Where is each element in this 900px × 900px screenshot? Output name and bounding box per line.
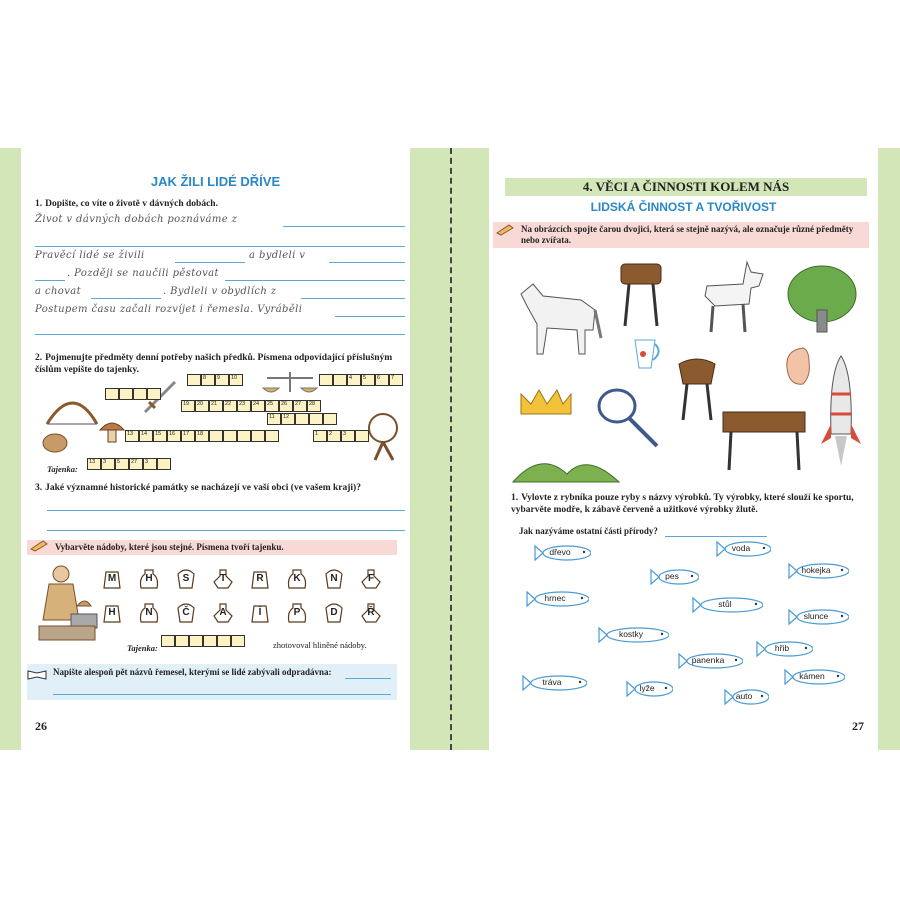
q1-line-text: a bydleli v: [249, 250, 306, 261]
letter-cell[interactable]: 10: [229, 374, 243, 386]
potter-illustration: [31, 560, 101, 644]
vase-letter: K: [293, 573, 301, 584]
horse-icon: [511, 272, 603, 358]
vase-letter: N: [330, 573, 338, 584]
vases-tajenka-label: Tajenka:: [127, 643, 158, 653]
q1-lines: [35, 214, 405, 336]
answer-line[interactable]: [335, 304, 405, 317]
vase-letter: A: [219, 607, 227, 618]
fish-q-text: Vylovte z rybníka pouze ryby s názvy výrobků. Ty výrobky, které slouží ke sportu, vybarvěte modře, k zábavě červeně a užitkové výrobky žlutě.: [511, 493, 854, 515]
fish[interactable]: [723, 688, 769, 706]
vase[interactable]: [101, 602, 123, 624]
letter-cell[interactable]: 5: [115, 458, 129, 470]
fish[interactable]: [525, 590, 589, 608]
word-cells-e: [125, 430, 279, 442]
letter-cell[interactable]: [189, 635, 203, 647]
pencil-icon: [29, 538, 49, 552]
pairs-task-text: Na obrázcích spojte čarou dvojici, která se stejně nazývá, ale označuje různé předměty nebo zvířata.: [521, 224, 854, 245]
answer-line[interactable]: [301, 286, 405, 299]
pot-icon: [41, 432, 69, 454]
word-cells-c: [319, 374, 403, 386]
vase-letter: Ř: [367, 607, 375, 618]
letter-cell[interactable]: [333, 374, 347, 386]
fish[interactable]: [677, 652, 743, 670]
fish-label: kámen: [799, 671, 825, 681]
q1-number: 1.: [35, 199, 43, 209]
chapter-title: 4. VĚCI A ČINNOSTI KOLEM NÁS: [505, 178, 867, 196]
letter-cell[interactable]: 6: [375, 374, 389, 386]
answer-line[interactable]: [47, 518, 405, 531]
vase[interactable]: [323, 602, 345, 624]
answer-line[interactable]: [283, 214, 405, 227]
letter-cell[interactable]: [237, 430, 251, 442]
fish-label: slunce: [803, 611, 829, 621]
letter-cell[interactable]: 25: [265, 400, 279, 412]
page-title: JAK ŽILI LIDÉ DŘÍVE: [150, 174, 281, 189]
vases-tajenka-suffix: zhotovoval hliněné nádoby.: [273, 640, 367, 650]
word-cells-d: [181, 400, 321, 412]
fish[interactable]: [521, 674, 587, 692]
vase[interactable]: [360, 602, 382, 624]
fish-sub-question: Jak nazýváme ostatní části přírody?: [519, 526, 658, 536]
pencil-icon: [495, 222, 515, 236]
q2-prompt: [35, 352, 405, 376]
letter-cell[interactable]: 5: [361, 374, 375, 386]
q3-number: 3.: [35, 483, 43, 493]
letter-cell[interactable]: [231, 635, 245, 647]
letter-cell[interactable]: 16: [167, 430, 181, 442]
q1-line-text: Život v dávných dobách poznáváme z: [35, 214, 238, 225]
fish-label: kostky: [618, 629, 644, 639]
fish-label: hřib: [774, 643, 790, 653]
mushroom-icon: [97, 416, 127, 446]
vase[interactable]: [138, 568, 160, 590]
answer-line[interactable]: [35, 268, 65, 281]
vase[interactable]: [175, 568, 197, 590]
fish-label: panenka: [691, 655, 725, 665]
tree-icon: [785, 264, 859, 334]
vase[interactable]: [212, 602, 234, 624]
fish-label: hrnec: [544, 593, 566, 603]
vases-grid: [101, 568, 401, 632]
fish-q-number: 1.: [511, 493, 519, 503]
vase[interactable]: [249, 602, 271, 624]
left-page: [21, 148, 410, 750]
letter-cell[interactable]: [203, 635, 217, 647]
vases-tajenka-cells: [161, 635, 245, 647]
tennis-racket-icon: [595, 386, 661, 450]
letter-cell[interactable]: 7: [389, 374, 403, 386]
q1-line-text: . Bydleli v obydlích z: [163, 286, 277, 297]
tajenka-label: Tajenka:: [47, 464, 78, 474]
fish[interactable]: [649, 568, 699, 586]
fish[interactable]: [533, 544, 591, 562]
vase[interactable]: [249, 568, 271, 590]
letter-cell[interactable]: 9: [215, 374, 229, 386]
word-cells-f: [267, 413, 337, 425]
bow-icon: [43, 388, 101, 428]
answer-line[interactable]: [47, 498, 405, 511]
letter-cell[interactable]: 21: [209, 400, 223, 412]
page-number-right: 27: [852, 719, 864, 733]
letter-cell[interactable]: [105, 388, 119, 400]
letter-cell[interactable]: 12: [281, 413, 295, 425]
fish[interactable]: [691, 596, 763, 614]
q1-line-text: Postupem času začali rozvíjet i řemesla. Vyráběli: [35, 304, 303, 315]
letter-cell[interactable]: [355, 430, 369, 442]
vase-letter: P: [293, 607, 301, 618]
fish-label: auto: [735, 691, 753, 701]
vase-letter: H: [108, 607, 116, 618]
vase[interactable]: [101, 568, 123, 590]
scales-icon: [261, 370, 319, 400]
letter-cell[interactable]: 11: [267, 413, 281, 425]
page-number-left: 26: [35, 719, 47, 733]
q1-text: Dopište, co víte o životě v dávných dobách.: [45, 199, 218, 209]
vase-letter: H: [145, 573, 153, 584]
vase-letter: D: [330, 607, 338, 618]
fish-q-prompt: [511, 492, 867, 516]
fish-label: hokejka: [801, 565, 831, 575]
gutter-divider: [450, 148, 452, 750]
crown-icon: [517, 386, 575, 420]
q3-text: Jaké významné historické památky se nacházejí ve vaší obci (ve vašem kraji)?: [45, 483, 361, 493]
fish-pond: [489, 536, 878, 716]
answer-line[interactable]: [329, 250, 405, 263]
fish-label: voda: [731, 543, 751, 553]
vase[interactable]: [138, 602, 160, 624]
letter-cell[interactable]: 8: [201, 374, 215, 386]
answer-line[interactable]: [225, 268, 405, 281]
letter-cell[interactable]: [133, 388, 147, 400]
letter-cell[interactable]: [323, 413, 337, 425]
rocket-icon: [819, 354, 863, 472]
answer-line[interactable]: [35, 322, 405, 335]
q2-number: 2.: [35, 353, 43, 363]
answer-line[interactable]: [53, 682, 391, 695]
vase-letter: Í: [258, 607, 262, 618]
fish-label: tráva: [542, 677, 562, 687]
letter-cell[interactable]: 13: [87, 458, 101, 470]
answer-line[interactable]: [345, 666, 391, 679]
vases-task-banner: [27, 540, 397, 555]
vase-letter: Č: [182, 607, 190, 618]
answer-line[interactable]: [91, 286, 161, 299]
vase[interactable]: [360, 568, 382, 590]
letter-cell[interactable]: [319, 374, 333, 386]
letter-cell[interactable]: [223, 430, 237, 442]
q1-line-text: a chovat: [35, 286, 82, 297]
letter-cell[interactable]: [157, 458, 171, 470]
vase-letter: R: [256, 573, 264, 584]
letter-cell[interactable]: 1: [313, 430, 327, 442]
letter-cell[interactable]: [119, 388, 133, 400]
vase[interactable]: [286, 602, 308, 624]
letter-cell[interactable]: 2: [327, 430, 341, 442]
letter-cell[interactable]: [251, 430, 265, 442]
letter-cell[interactable]: 24: [251, 400, 265, 412]
q2-tajenka: [47, 459, 78, 477]
saddle-icon: [675, 354, 719, 424]
letter-cell[interactable]: [209, 430, 223, 442]
letter-cell[interactable]: 13: [125, 430, 139, 442]
letter-cell[interactable]: 22: [223, 400, 237, 412]
letter-cell[interactable]: 14: [139, 430, 153, 442]
goat-icon: [693, 256, 773, 336]
fish-label: stůl: [718, 599, 732, 609]
vases-task-text: Vybarvěte nádoby, které jsou stejné. Písmena tvoří tajenku.: [55, 542, 284, 552]
crafts-task-text: Napište alespoň pět názvů řemesel, kterými se lidé zabývali odpradávna:: [53, 667, 332, 677]
letter-cell[interactable]: 4: [347, 374, 361, 386]
vase-letter: S: [182, 573, 190, 584]
word-cells-b: [187, 374, 243, 386]
vase[interactable]: [175, 602, 197, 624]
fish-label: lyže: [639, 683, 655, 693]
fish-label: pes: [665, 571, 679, 581]
letter-cell[interactable]: 15: [153, 430, 167, 442]
word-cells-g: [313, 430, 369, 442]
letter-cell[interactable]: 26: [279, 400, 293, 412]
letter-cell[interactable]: [175, 635, 189, 647]
fish[interactable]: [715, 540, 771, 558]
hills-icon: [511, 444, 621, 484]
letter-cell[interactable]: [265, 430, 279, 442]
fish-label: dřevo: [549, 547, 571, 557]
fish[interactable]: [787, 562, 849, 580]
letter-cell[interactable]: [217, 635, 231, 647]
vase-letter: N: [145, 607, 153, 618]
book-icon: [27, 668, 47, 680]
letter-cell[interactable]: 27: [129, 458, 143, 470]
ear-icon: [783, 346, 813, 388]
fish[interactable]: [597, 626, 669, 644]
word-cells-a: [105, 388, 161, 400]
answer-line[interactable]: [175, 250, 245, 263]
letter-cell[interactable]: [161, 635, 175, 647]
fish[interactable]: [755, 640, 813, 658]
vase[interactable]: [323, 568, 345, 590]
right-page: [489, 148, 878, 750]
fish[interactable]: [787, 608, 849, 626]
letter-cell[interactable]: [309, 413, 323, 425]
vase-letter: F: [367, 573, 375, 584]
q1-line-text: Pravěcí lidé se živili: [35, 250, 145, 261]
letter-cell[interactable]: [187, 374, 201, 386]
vase[interactable]: [286, 568, 308, 590]
vase[interactable]: [212, 568, 234, 590]
vaulting-box-icon: [721, 404, 807, 474]
letter-cell[interactable]: 27: [293, 400, 307, 412]
letter-cell[interactable]: 23: [237, 400, 251, 412]
letter-cell[interactable]: 3: [101, 458, 115, 470]
pommel-horse-icon: [619, 262, 663, 328]
fish[interactable]: [625, 680, 673, 698]
q1-prompt: [35, 198, 405, 210]
letter-cell[interactable]: [295, 413, 309, 425]
q2-tajenka-cells: [87, 458, 171, 470]
letter-cell[interactable]: 28: [307, 400, 321, 412]
letter-cell[interactable]: 20: [195, 400, 209, 412]
answer-line[interactable]: [35, 234, 405, 247]
pairs-task-banner: [493, 222, 869, 248]
letter-cell[interactable]: [147, 388, 161, 400]
letter-cell[interactable]: 3: [341, 430, 355, 442]
section-subtitle: LIDSKÁ ČINNOST A TVOŘIVOST: [590, 200, 777, 214]
jug-icon: [629, 334, 663, 374]
crafts-task-banner: [27, 664, 397, 700]
fish[interactable]: [783, 668, 845, 686]
vase-letter: M: [107, 573, 117, 584]
letter-cell[interactable]: 3: [143, 458, 157, 470]
vase-letter: T: [219, 573, 227, 584]
letter-cell[interactable]: 18: [195, 430, 209, 442]
q3-prompt: [35, 482, 405, 494]
letter-cell[interactable]: 19: [181, 400, 195, 412]
q2-text: Pojmenujte předměty denní potřeby našich předků. Písmena odpovídající příslušným číslům vepište do tajenky.: [35, 353, 393, 375]
letter-cell[interactable]: 17: [181, 430, 195, 442]
q1-line-text: . Později se naučili pěstovat: [67, 268, 219, 279]
